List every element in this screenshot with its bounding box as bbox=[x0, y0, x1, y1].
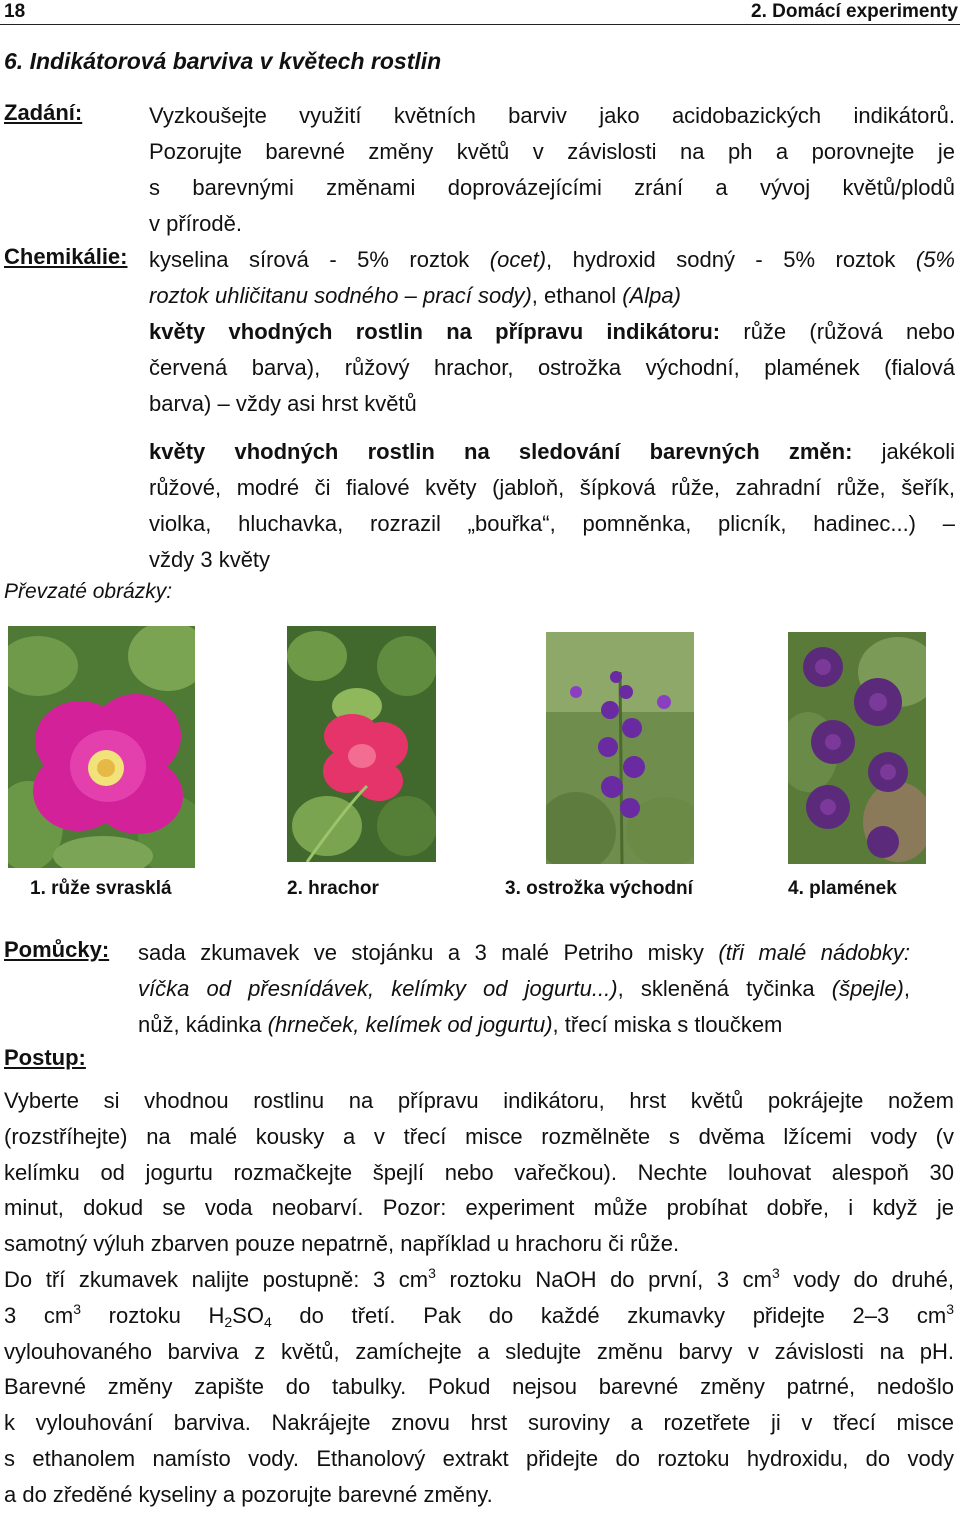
postup-line: Vyberte si vhodnou rostlinu na přípravu indikátoru, hrst květů pokrájejte nožem bbox=[4, 1088, 954, 1113]
postup-line: samotný výluh zbarven pouze nepatrně, například u hrachoru či růže. bbox=[4, 1231, 680, 1257]
postup-line: minut, dokud se voda neobarví. Pozor: experiment může probíhat dobře, i když je bbox=[4, 1195, 954, 1221]
caption-sweet-pea: 2. hrachor bbox=[287, 878, 379, 899]
zadani-line: s barevnými změnami doprovázejícími zrání a vývoj květů/plodů bbox=[149, 175, 955, 200]
postup-line: Do tří zkumavek nalijte postupně: 3 $cm^3$ roztoku NaOH do první, 3 $cm^3$ vody do druhé, bbox=[4, 1264, 955, 1292]
chemikalie-line: roztok uhličitanu sodného – prací sody), ethanol (Alpa) bbox=[149, 283, 681, 308]
postup-line: s ethanolem namísto vody. Ethanolový extrakt přidejte do roztoku hydroxidu, do vody bbox=[4, 1445, 954, 1471]
image-source-label: Převzaté obrázky: bbox=[4, 580, 173, 603]
chemikalie-line: růžové, modré či fialové květy (jabloň, šípková růže, zahradní růže, šeřík, bbox=[149, 475, 955, 500]
chemikalie-line: kyselina sírová - 5% roztok (ocet), hydroxid sodný - 5% roztok (5% bbox=[149, 247, 955, 272]
postup-line: (rozstříhejte) na malé kousky a v třecí misce rozmělněte s dvěma lžícemi vody (v bbox=[4, 1123, 954, 1149]
postup-line: a do zředěné kyseliny a pozorujte barevné změny. bbox=[4, 1481, 493, 1507]
caption-clematis: 4. plamének bbox=[788, 878, 897, 899]
chemikalie-line: červená barva), růžový hrachor, ostrožka východní, plamének (fialová bbox=[149, 355, 955, 380]
chemikalie-line: květy vhodných rostlin na sledování barevných změn: jakékoli bbox=[149, 439, 955, 464]
chemikalie-line: vždy 3 květy bbox=[149, 547, 271, 572]
postup-line: kelímku od jogurtu rozmačkejte špejlí nebo vařečkou). Nechte louhovat alespoň 30 bbox=[4, 1159, 954, 1185]
zadani-line: Pozorujte barevné změny květů v závislosti na ph a porovnejte je bbox=[149, 139, 955, 164]
zadani-text bbox=[149, 98, 955, 242]
pomucky-text bbox=[138, 935, 910, 1043]
postup-line: 3 $cm^3$ roztoku $H_2SO_4$ do třetí. Pak do každé zkumavky přidejte 2–3 $cm^3$ bbox=[4, 1300, 954, 1330]
chemikalie-line: violka, hluchavka, rozrazil „bouřka“, pomněnka, plicník, hadinec...) – bbox=[149, 511, 955, 536]
chemikalie-label: Chemikálie: bbox=[4, 244, 128, 269]
postup-line: k vylouhování barviva. Nakrájejte znovu hrst suroviny a rozetřete ji v třecí misce bbox=[4, 1410, 954, 1436]
chemikalie-text-2 bbox=[149, 434, 955, 578]
zadani-line: v přírodě. bbox=[149, 211, 242, 236]
clematis-photo bbox=[788, 632, 926, 864]
section-title: 6. Indikátorová barviva v květech rostlin bbox=[4, 48, 442, 74]
pomucky-label: Pomůcky: bbox=[4, 937, 110, 962]
postup-line: Barevné změny zapište do tabulky. Pokud nejsou barevné změny patrné, nedošlo bbox=[4, 1374, 954, 1400]
page-number: 18 bbox=[4, 1, 26, 22]
caption-rose: 1. růže svrasklá bbox=[30, 878, 172, 899]
larkspur-photo bbox=[546, 632, 694, 864]
chemikalie-line: barva) – vždy asi hrst květů bbox=[149, 391, 417, 416]
caption-larkspur: 3. ostrožka východní bbox=[505, 878, 693, 899]
pomucky-line: víčka od přesnídávek, kelímky od jogurtu...), skleněná tyčinka (špejle), bbox=[138, 976, 911, 1001]
postup-label: Postup: bbox=[4, 1045, 86, 1070]
pomucky-line: sada zkumavek ve stojánku a 3 malé Petriho misky (tři malé nádobky: bbox=[138, 940, 910, 965]
postup-line: vylouhovaného barviva z květů, zamíchejte a sledujte změnu barvy v závislosti na pH. bbox=[4, 1338, 954, 1364]
page-header bbox=[0, 0, 960, 25]
zadani-label: Zadání: bbox=[4, 100, 83, 125]
rose-photo bbox=[8, 626, 195, 868]
chemikalie-line: květy vhodných rostlin na přípravu indikátoru: růže (růžová nebo bbox=[149, 319, 955, 344]
postup-text bbox=[4, 1083, 954, 1513]
pomucky-line: nůž, kádinka (hrneček, kelímek od jogurtu), třecí miska s tloučkem bbox=[138, 1012, 783, 1037]
zadani-line: Vyzkoušejte využití květních barviv jako acidobazických indikátorů. bbox=[149, 103, 955, 128]
chemikalie-text bbox=[149, 242, 955, 422]
sweet-pea-photo bbox=[287, 626, 436, 862]
chapter-title: 2. Domácí experimenty bbox=[751, 1, 958, 22]
